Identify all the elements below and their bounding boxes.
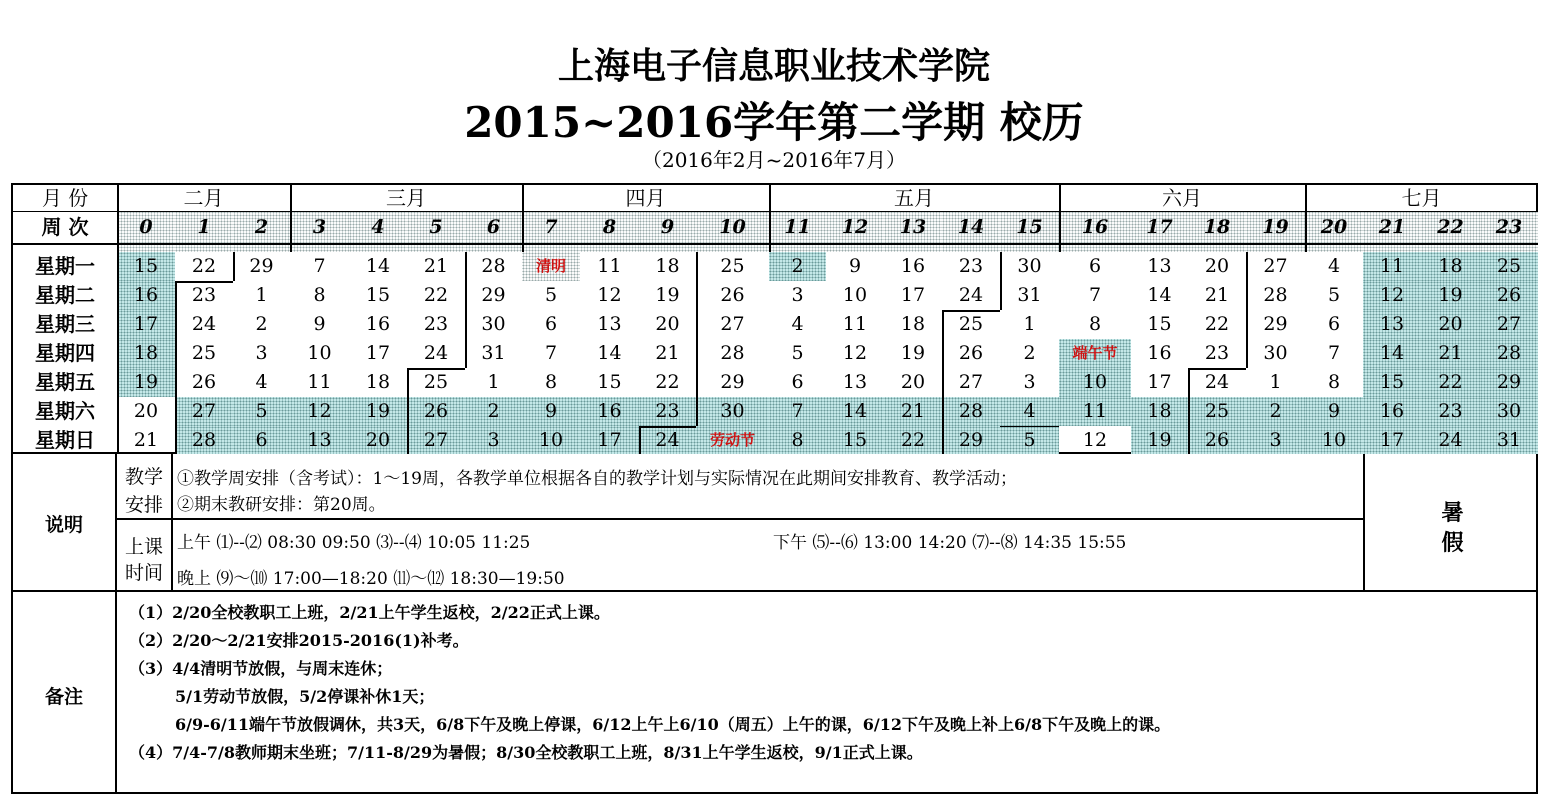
- date-cell: 27: [1480, 310, 1538, 339]
- date-cell: 29: [481, 284, 506, 306]
- date-cell: 7: [313, 255, 326, 277]
- date-cell: 26: [191, 371, 217, 393]
- class-label-1: 上课: [124, 536, 163, 558]
- date-cell: 5: [1000, 426, 1059, 454]
- date-cell: 8: [769, 426, 826, 454]
- date-cell: 26: [720, 284, 745, 306]
- date-cell: 23: [1204, 342, 1230, 364]
- date-cell: 14: [1363, 339, 1421, 368]
- date-cell: 23: [639, 397, 696, 426]
- date-cell: 18: [900, 313, 926, 335]
- date-cell: 13: [1147, 255, 1172, 277]
- date-cell: 28: [1263, 284, 1288, 306]
- date-cell: 25: [1480, 252, 1538, 281]
- date-cell: 29: [942, 426, 1000, 454]
- date-cell: 26: [407, 397, 465, 426]
- week-number: 14: [942, 211, 1000, 243]
- date-cell: 8: [1088, 313, 1102, 335]
- grid-line: [13, 243, 1538, 245]
- date-cell: 27: [958, 371, 984, 393]
- week-number: 20: [1305, 211, 1363, 243]
- explanation-divider: [115, 518, 1365, 520]
- date-cell: 3: [1246, 426, 1305, 454]
- grid-line: [1000, 426, 1059, 427]
- date-cell: 22: [191, 255, 217, 277]
- date-cell: 27: [407, 426, 465, 454]
- teaching-line-1: ①教学周安排（含考试）：1～19周，各教学单位根据各自的教学计划与实际情况在此期间安排教育、教学活动；: [177, 469, 1017, 489]
- week-number: 10: [696, 211, 769, 243]
- teaching-label-1: 教学: [124, 466, 163, 488]
- date-cell: 3: [1023, 371, 1036, 393]
- date-cell: 30: [696, 397, 769, 426]
- date-cell: 6: [791, 371, 804, 393]
- date-cell: 8: [1327, 371, 1341, 393]
- date-cell: 26: [958, 342, 984, 364]
- date-cell: 12: [597, 284, 622, 306]
- date-cell: 31: [481, 342, 506, 364]
- date-cell: 6: [1088, 255, 1102, 277]
- class-label-2: 时间: [124, 562, 163, 584]
- week-number: 17: [1131, 211, 1188, 243]
- date-cell: 17: [117, 310, 175, 339]
- date-cell: 17: [1147, 371, 1172, 393]
- morning-schedule: 上午 ⑴--⑵ 08:30 09:50 ⑶--⑷ 10:05 11:25: [177, 533, 531, 553]
- grid-line: [407, 368, 409, 454]
- date-cell: 4: [791, 313, 804, 335]
- date-cell: 28: [175, 426, 233, 454]
- date-cell: 25: [958, 313, 984, 335]
- date-cell: 16: [365, 313, 391, 335]
- date-cell: 7: [1327, 342, 1341, 364]
- week-header-label: 周 次: [41, 215, 89, 239]
- date-cell: 7: [769, 397, 826, 426]
- date-cell: 23: [191, 284, 217, 306]
- date-cell: 9: [522, 397, 580, 426]
- day-label: 星期一: [35, 254, 95, 278]
- date-cell: 10: [842, 284, 868, 306]
- date-cell: 16: [1363, 397, 1421, 426]
- date-cell: 28: [481, 255, 506, 277]
- date-cell: 2: [255, 313, 268, 335]
- date-cell: 22: [884, 426, 942, 454]
- date-cell: 20: [133, 400, 159, 422]
- grid-line: [13, 211, 1538, 212]
- date-cell: 25: [1188, 397, 1246, 426]
- date-cell: 5: [233, 397, 290, 426]
- grid-line: [290, 185, 292, 252]
- date-cell: 13: [842, 371, 868, 393]
- grid-line: [465, 252, 467, 368]
- remark-line-4: 5/1劳动节放假，5/2停课补休1天；: [175, 687, 435, 706]
- date-cell: 10: [307, 342, 332, 364]
- week-number: 22: [1421, 211, 1480, 243]
- date-cell: 4: [1327, 255, 1341, 277]
- holiday-cell: 清明: [522, 252, 580, 281]
- week-number: 23: [1480, 211, 1538, 243]
- date-cell: 13: [597, 313, 622, 335]
- holiday-cell: 劳动节: [696, 426, 769, 454]
- date-cell: 15: [597, 371, 622, 393]
- week-number: 5: [407, 211, 465, 243]
- date-cell: 6: [233, 426, 290, 454]
- date-cell: 15: [1363, 368, 1421, 397]
- grid-line: [942, 310, 1000, 312]
- week-number: 11: [769, 211, 826, 243]
- date-cell: 3: [791, 284, 804, 306]
- date-cell: 30: [1017, 255, 1042, 277]
- date-cell: 6: [1327, 313, 1341, 335]
- date-cell: 8: [544, 371, 558, 393]
- date-cell: 30: [481, 313, 506, 335]
- date-cell: 12: [1363, 281, 1421, 310]
- date-cell: 16: [1147, 342, 1172, 364]
- month-header-6: 七月: [1401, 186, 1442, 210]
- holiday-cell: 端午节: [1059, 339, 1131, 368]
- day-label: 星期二: [35, 283, 95, 307]
- date-cell: 21: [133, 429, 159, 451]
- date-cell: 9: [848, 255, 862, 277]
- month-header-4: 五月: [894, 186, 934, 210]
- date-cell: 20: [1204, 255, 1230, 277]
- date-cell: 16: [580, 397, 639, 426]
- sublabel-column-line: [171, 454, 173, 590]
- grid-line: [1000, 252, 1002, 310]
- date-cell: 4: [255, 371, 268, 393]
- date-cell: 23: [1421, 397, 1480, 426]
- date-cell: 18: [1421, 252, 1480, 281]
- grid-line: [639, 426, 641, 454]
- date-cell: 30: [1480, 397, 1538, 426]
- day-label: 星期日: [35, 428, 95, 452]
- date-cell: 14: [365, 255, 391, 277]
- date-cell: 13: [1363, 310, 1421, 339]
- date-cell: 20: [900, 371, 926, 393]
- date-cell: 2: [769, 252, 826, 281]
- grid-line: [1246, 252, 1248, 368]
- explanation-label: 说明: [44, 514, 83, 536]
- date-cell: 19: [655, 284, 680, 306]
- date-cell: 20: [349, 426, 407, 454]
- grid-line: [1059, 185, 1061, 252]
- date-cell: 21: [1421, 339, 1480, 368]
- date-cell: 18: [365, 371, 391, 393]
- day-label: 星期六: [35, 399, 95, 423]
- date-cell: 14: [1147, 284, 1172, 306]
- week-number: 1: [175, 211, 233, 243]
- date-cell: 21: [1204, 284, 1230, 306]
- school-name: 上海电子信息职业技术学院: [557, 45, 990, 87]
- date-cell: 11: [597, 255, 622, 277]
- date-cell: 18: [655, 255, 680, 277]
- summer-label-1: 暑: [1441, 500, 1464, 526]
- grid-line: [522, 185, 524, 252]
- date-cell: 19: [117, 368, 175, 397]
- grid-line: [942, 310, 944, 454]
- date-cell: 17: [900, 284, 926, 306]
- date-cell: 7: [1088, 284, 1102, 306]
- date-cell: 31: [1017, 284, 1042, 306]
- week-number: 7: [522, 211, 580, 243]
- date-cell: 31: [1480, 426, 1538, 454]
- remark-line-1: （1）2/20全校教职工上班，2/21上午学生返校，2/22正式上课。: [129, 603, 610, 622]
- date-cell: 23: [958, 255, 984, 277]
- grid-line: [769, 185, 771, 252]
- date-cell: 8: [313, 284, 326, 306]
- date-cell: 20: [1421, 310, 1480, 339]
- week-number: 15: [1000, 211, 1059, 243]
- date-cell: 17: [580, 426, 639, 454]
- date-cell: 17: [365, 342, 391, 364]
- date-cell: 11: [842, 313, 868, 335]
- date-cell: 11: [1363, 252, 1421, 281]
- date-cell: 4: [1000, 397, 1059, 426]
- remark-line-2: （2）2/20～2/21安排2015-2016(1)补考。: [129, 631, 469, 650]
- date-cell: 10: [1305, 426, 1363, 454]
- date-cell: 3: [255, 342, 268, 364]
- date-cell: 1: [487, 371, 500, 393]
- date-cell: 29: [1480, 368, 1538, 397]
- date-cell: 26: [1188, 426, 1246, 454]
- notes-divider: [13, 590, 1536, 592]
- date-cell: 10: [522, 426, 580, 454]
- day-label: 星期三: [35, 312, 95, 336]
- date-cell: 13: [290, 426, 349, 454]
- date-cell: 24: [958, 284, 984, 306]
- date-cell: 24: [191, 313, 217, 335]
- date-cell: 28: [1480, 339, 1538, 368]
- date-cell: 11: [307, 371, 332, 393]
- school-calendar-table: [11, 183, 1538, 454]
- grid-line: [407, 368, 465, 370]
- date-cell: 16: [900, 255, 926, 277]
- month-header-5: 六月: [1162, 186, 1202, 210]
- date-cell: 24: [423, 342, 449, 364]
- date-cell: 22: [423, 284, 449, 306]
- notes-section: [11, 454, 1538, 794]
- week-number: 3: [290, 211, 349, 243]
- grid-line: [639, 426, 696, 428]
- date-cell: 25: [720, 255, 745, 277]
- week-number: 18: [1188, 211, 1246, 243]
- date-cell: 15: [117, 252, 175, 281]
- grid-line: [233, 252, 235, 281]
- afternoon-schedule: 下午 ⑸--⑹ 13:00 14:20 ⑺--⑻ 14:35 15:55: [773, 533, 1127, 553]
- date-cell: 25: [191, 342, 217, 364]
- date-cell: 26: [1480, 281, 1538, 310]
- calendar-title: 2015~2016学年第二学期 校历: [464, 98, 1084, 147]
- date-cell: 9: [1305, 397, 1363, 426]
- date-cell: 12: [290, 397, 349, 426]
- date-cell: 19: [1131, 426, 1188, 454]
- date-cell: 22: [1421, 368, 1480, 397]
- date-cell: 2: [1023, 342, 1036, 364]
- date-cell: 14: [826, 397, 884, 426]
- date-cell: 2: [1246, 397, 1305, 426]
- week-number: 8: [580, 211, 639, 243]
- month-header-label: 月 份: [41, 186, 89, 210]
- date-cell: 2: [465, 397, 522, 426]
- date-cell: 29: [1263, 313, 1288, 335]
- date-cell: 5: [791, 342, 804, 364]
- week-number: 0: [117, 211, 175, 243]
- date-cell: 25: [423, 371, 449, 393]
- date-cell: 20: [655, 313, 680, 335]
- date-cell: 15: [826, 426, 884, 454]
- date-cell: 28: [720, 342, 745, 364]
- remark-line-3: （3）4/4清明节放假，与周末连休；: [129, 659, 393, 678]
- teaching-line-2: ②期末教研安排：第20周。: [177, 495, 386, 515]
- grid-line: [696, 252, 698, 426]
- date-cell: 19: [349, 397, 407, 426]
- grid-line: [1305, 185, 1307, 252]
- date-cell: 22: [655, 371, 680, 393]
- week-number: 2: [233, 211, 290, 243]
- date-cell: 28: [942, 397, 1000, 426]
- teaching-label-2: 安排: [124, 494, 163, 516]
- date-cell: 12: [842, 342, 868, 364]
- date-cell: 18: [1131, 397, 1188, 426]
- date-cell: 14: [597, 342, 622, 364]
- date-cell: 3: [465, 426, 522, 454]
- date-cell: 23: [423, 313, 449, 335]
- date-cell: 21: [884, 397, 942, 426]
- date-cell: 21: [655, 342, 680, 364]
- week-number: 9: [639, 211, 696, 243]
- date-cell: 27: [175, 397, 233, 426]
- date-cell: 5: [544, 284, 558, 306]
- day-label: 星期四: [35, 341, 95, 365]
- summer-label-2: 假: [1441, 530, 1464, 556]
- date-cell: 24: [1421, 426, 1480, 454]
- date-cell: 1: [255, 284, 268, 306]
- date-cell: 9: [313, 313, 326, 335]
- week-number: 16: [1059, 211, 1131, 243]
- date-cell: 15: [1147, 313, 1172, 335]
- grid-line: [1188, 368, 1190, 454]
- day-label: 星期五: [35, 370, 95, 394]
- date-cell: 21: [423, 255, 449, 277]
- date-cell: 27: [720, 313, 745, 335]
- date-cell: 7: [544, 342, 558, 364]
- date-cell: 19: [1421, 281, 1480, 310]
- date-cell: 10: [1059, 368, 1131, 397]
- week-number: 6: [465, 211, 522, 243]
- date-cell: 5: [1327, 284, 1341, 306]
- date-cell: 1: [1023, 313, 1036, 335]
- date-cell: 29: [720, 371, 745, 393]
- date-cell: 12: [1082, 429, 1108, 451]
- date-cell: 15: [365, 284, 391, 306]
- remark-line-6: （4）7/4-7/8教师期末坐班；7/11-8/29为暑假；8/30全校教职工上班，8/31上午学生返校，9/1正式上课。: [129, 743, 923, 762]
- date-cell: 24: [1204, 371, 1230, 393]
- date-cell: 27: [1263, 255, 1288, 277]
- week-number: 21: [1363, 211, 1421, 243]
- month-header-2: 三月: [386, 186, 426, 210]
- date-cell: 11: [1059, 397, 1131, 426]
- date-cell: 1: [1269, 371, 1282, 393]
- month-header-1: 二月: [183, 186, 224, 210]
- month-header-3: 四月: [625, 186, 666, 210]
- week-number: 13: [884, 211, 942, 243]
- grid-line: [117, 185, 119, 454]
- grid-line: [175, 281, 177, 454]
- date-cell: 6: [544, 313, 558, 335]
- remark-line-5: 6/9-6/11端午节放假调休，共3天，6/8下午及晚上停课，6/12上午上6/10（周五）上午的课，6/12下午及晚上补上6/8下午及晚上的课。: [175, 715, 1171, 734]
- calendar-subtitle: （2016年2月~2016年7月）: [641, 148, 906, 172]
- grid-line: [175, 281, 233, 283]
- date-cell: 30: [1263, 342, 1288, 364]
- date-cell: 19: [900, 342, 926, 364]
- date-cell: 24: [639, 426, 696, 454]
- date-cell: 18: [117, 339, 175, 368]
- date-cell: 29: [249, 255, 274, 277]
- grid-line: [1188, 368, 1246, 370]
- date-cell: 16: [117, 281, 175, 310]
- date-cell: 22: [1204, 313, 1230, 335]
- week-number: 4: [349, 211, 407, 243]
- week-number: 19: [1246, 211, 1305, 243]
- week-number: 12: [826, 211, 884, 243]
- remarks-label: 备注: [44, 686, 83, 708]
- evening-schedule: 晚上 ⑼～⑽ 17:00—18:20 ⑾～⑿ 18:30—19:50: [177, 569, 565, 589]
- date-cell: 17: [1363, 426, 1421, 454]
